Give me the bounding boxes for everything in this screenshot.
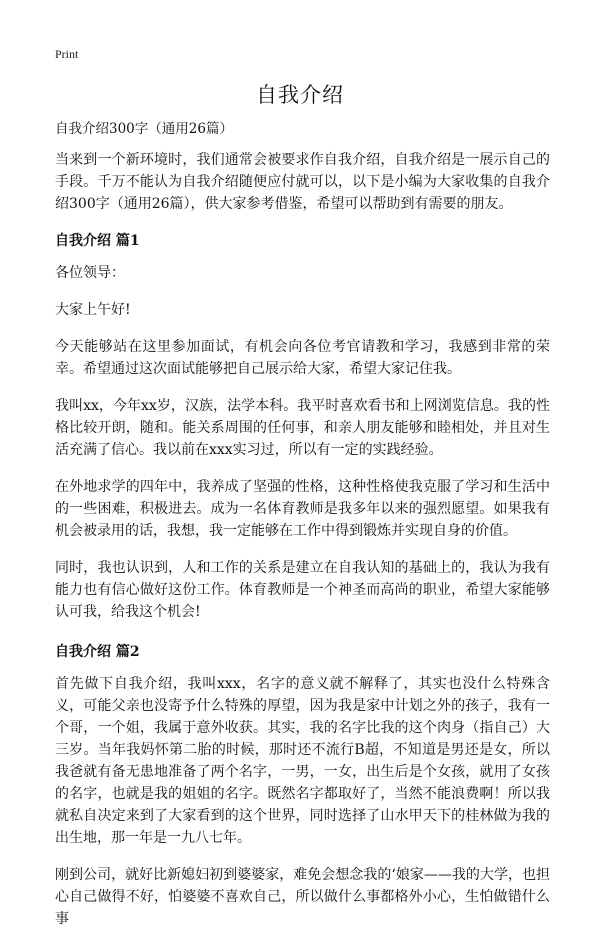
paragraph: 大家上午好! [55, 302, 131, 318]
page-title: 自我介绍 [256, 83, 344, 107]
paragraph: 首先做下自我介绍，我叫xxx，名字的意义就不解释了，其实也没什么特殊含义，可能父亲也没寄予什么特殊的厚望，因为我是家中计划之外的孩子，我有一个哥，一个姐，我属于意外收获。其实，我的名字比我的这个肉身（指自己）大三岁。当年我妈怀第二胎的时候，那时还不流行B超，不知道是男还是女，所以我爸就有备无患地准备了两个名字，一男，一女，出生后是个女孩，就用了女孩的名字，也就是我的姐姐的名字。既然名字都取好了，当然不能浪费啊！所以我就私自决定来到了大家看到的这个世界，同时选择了山水甲天下的桂林做为我的出生地，那一年是一九八七年。 [55, 676, 550, 846]
paragraph: 各位领导： [55, 265, 125, 281]
article-subtitle: 自我介绍300字（通用26篇） [55, 121, 233, 137]
article-body [55, 118, 550, 945]
intro-paragraph: 当来到一个新环境时，我们通常会被要求作自我介绍，自我介绍是一展示自己的手段。千万不能认为自我介绍随便应付就可以，以下是小编为大家收集的自我介绍300字（通用26篇），供大家参考借鉴，希望可以帮助到有需要的朋友。 [55, 152, 550, 212]
paragraph: 同时，我也认识到，人和工作的关系是建立在自我认知的基础上的，我认为我有能力也有信心做好这份工作。体育教师是一个神圣而高尚的职业，希望大家能够认可我，给我这个机会! [55, 560, 550, 620]
section-heading: 自我介绍 篇2 [55, 644, 140, 660]
paragraph: 刚到公司，就好比新媳妇初到婆婆家，难免会想念我的‘娘家——我的大学，也担心自己做得不好，怕婆婆不喜欢自己，所以做什么事都格外小心，生怕做错什么事 [55, 867, 550, 927]
paragraph: 在外地求学的四年中，我养成了坚强的性格，这种性格使我克服了学习和生活中的一些困难，积极进去。成为一名体育教师是我多年以来的强烈愿望。如果我有机会被录用的话，我想，我一定能够在工作中得到锻炼并实现自身的价值。 [55, 479, 550, 539]
print-link[interactable]: Print [55, 47, 79, 61]
paragraph: 我叫xx，今年xx岁，汉族，法学本科。我平时喜欢看书和上网浏览信息。我的性格比较开朗，随和。能关系周围的任何事，和亲人朋友能够和睦相处，并且对生活充满了信心。我以前在xxx实习过，所以有一定的实践经验。 [55, 398, 550, 458]
section-heading: 自我介绍 篇1 [55, 233, 140, 249]
paragraph: 今天能够站在这里参加面试，有机会向各位考官请教和学习，我感到非常的荣幸。希望通过这次面试能够把自己展示给大家，希望大家记住我。 [55, 339, 550, 377]
